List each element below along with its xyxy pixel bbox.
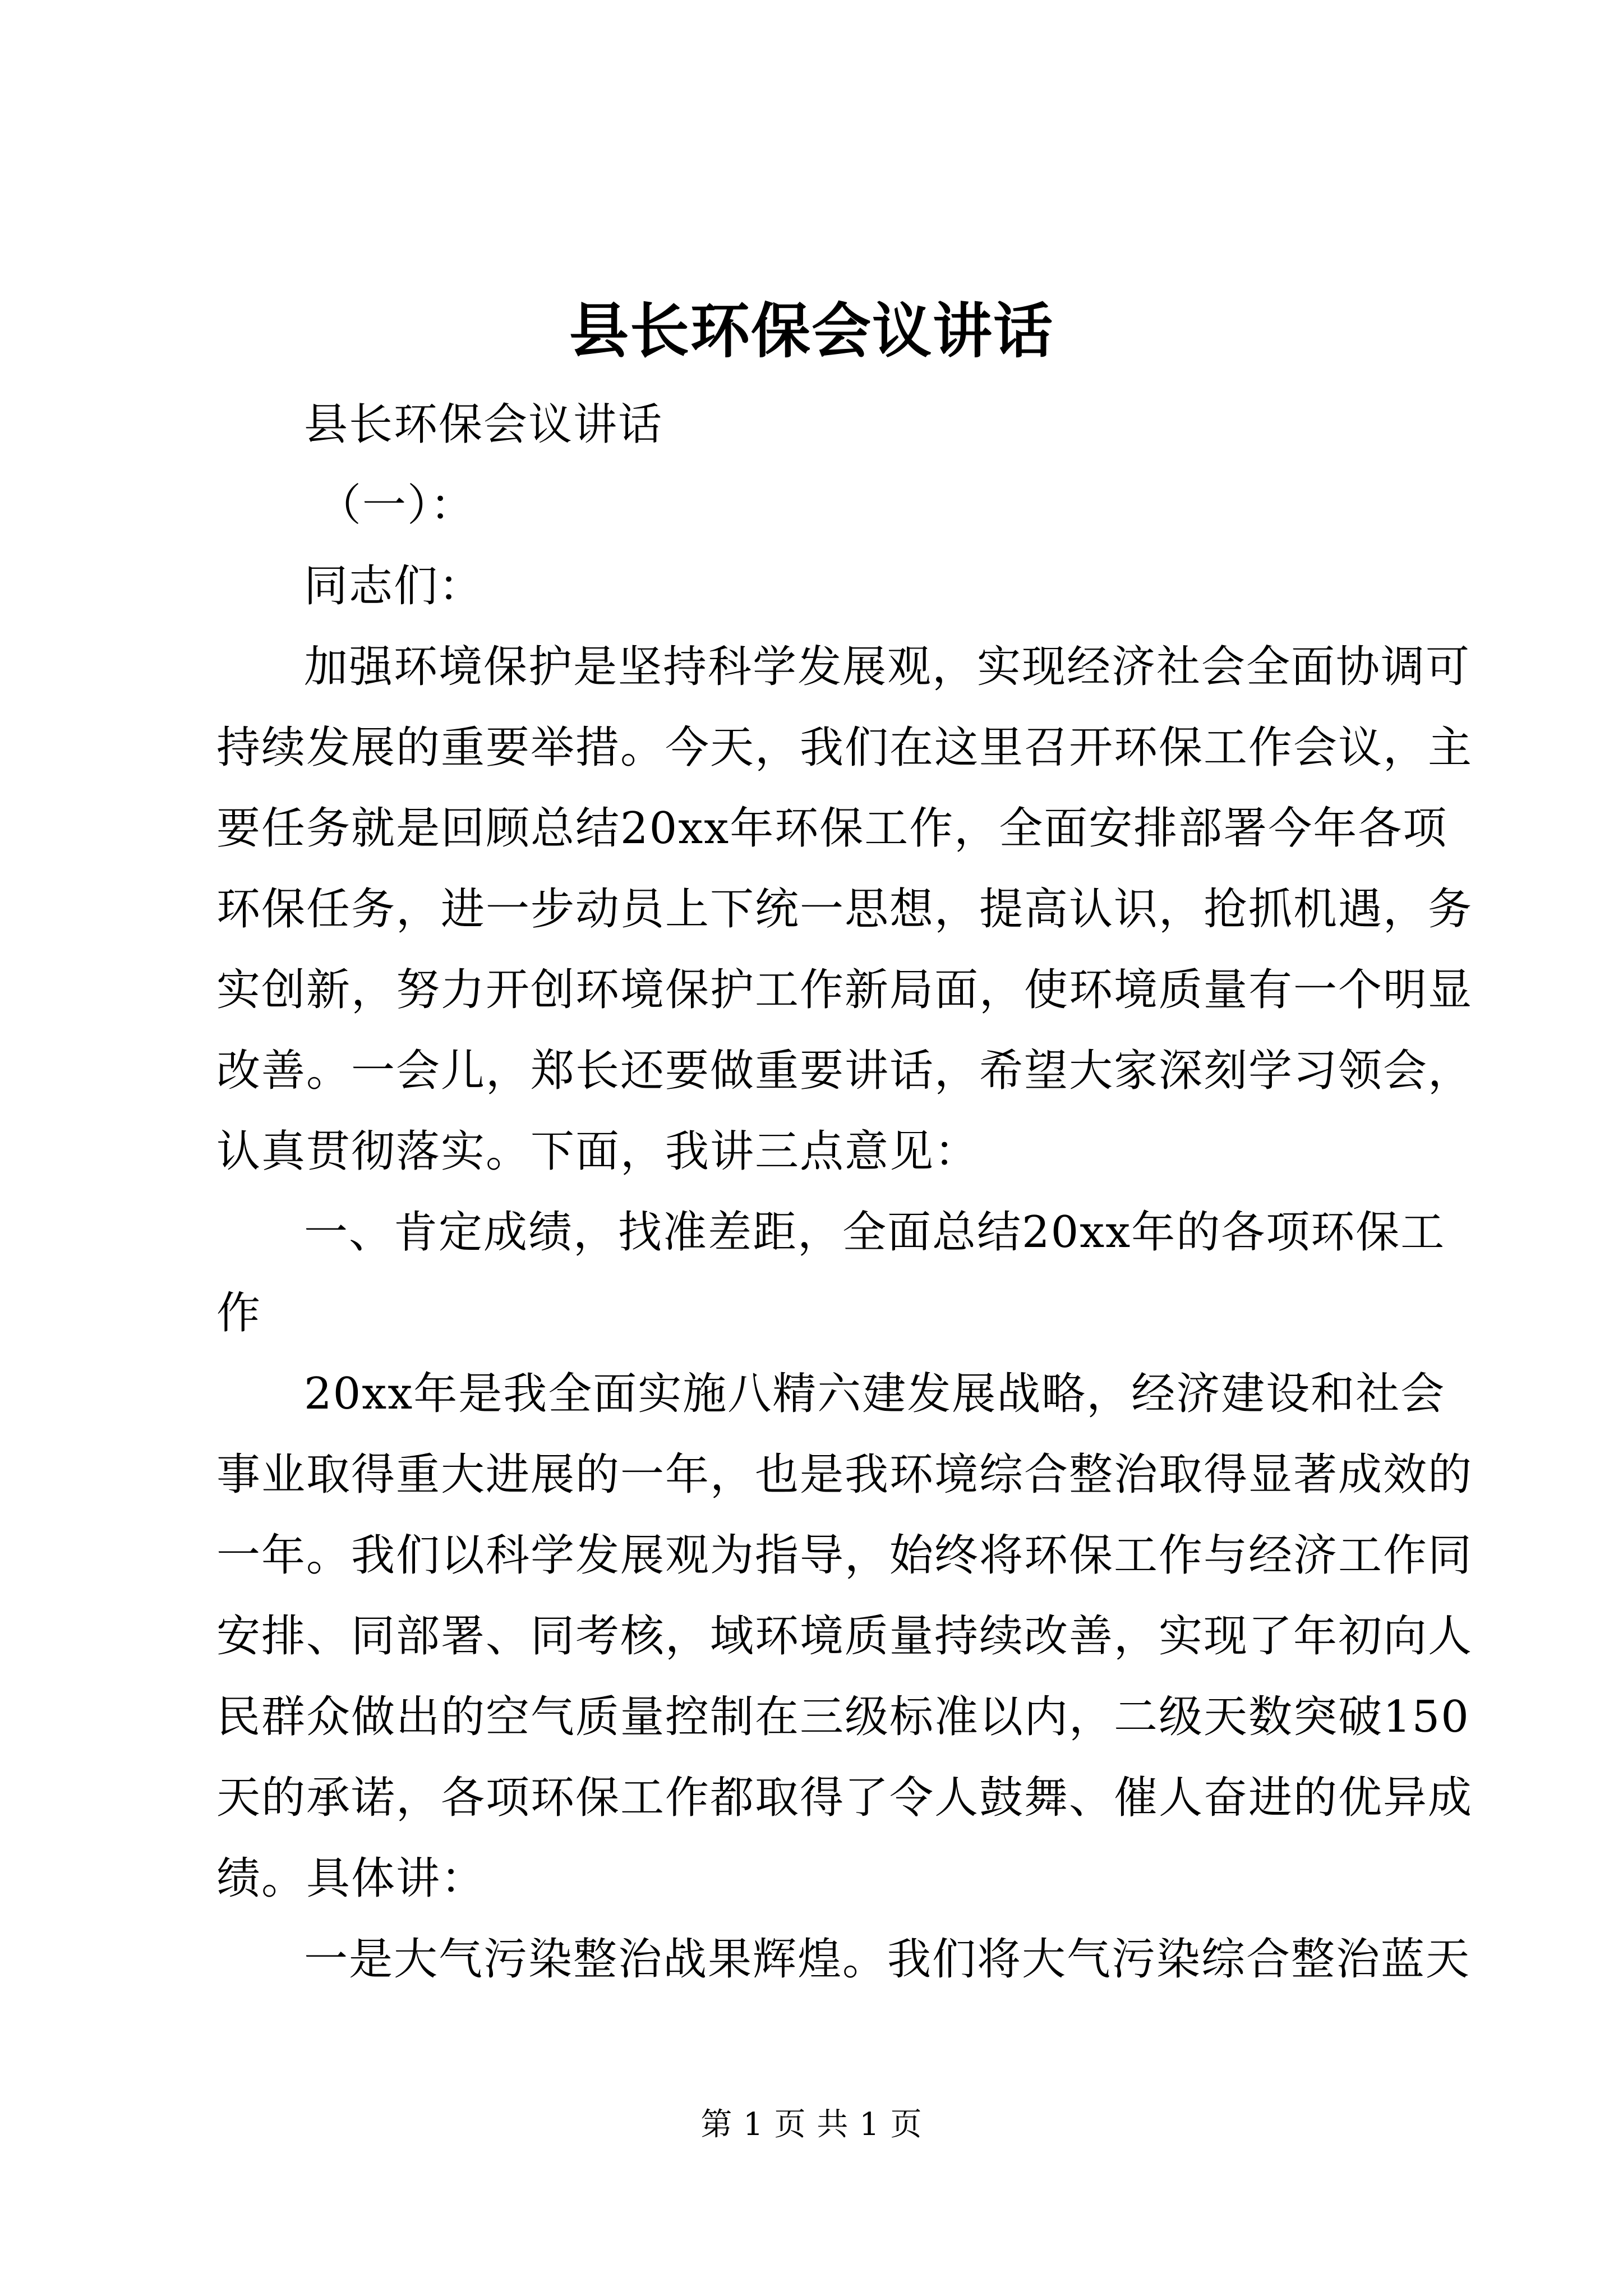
paragraph-line: 认真贯彻落实。下面，我讲三点意见：: [216, 1126, 980, 1177]
paragraph-line: 一是大气污染整治战果辉煌。我们将大气污染综合整治蓝天: [304, 1934, 1471, 1985]
document-body: [216, 384, 1473, 2000]
section-marker-line: （一）：: [317, 480, 476, 531]
heading-line: 作: [216, 1288, 262, 1338]
salutation-line: 同志们：: [304, 561, 484, 611]
paragraph-line: 要任务就是回顾总结20xx年环保工作，全面安排部署今年各项: [216, 803, 1448, 854]
paragraph-line: 环保任务，进一步动员上下统一思想，提高认识，抢抓机遇，务: [216, 884, 1473, 935]
paragraph-line: 安排、同部署、同考核，域环境质量持续改善，实现了年初向人: [216, 1611, 1473, 1662]
document-title: 县长环保会议讲话: [569, 296, 1054, 366]
paragraph-line: 20xx年是我全面实施八精六建发展战略，经济建设和社会: [304, 1369, 1446, 1419]
page-footer: 第 1 页 共 1 页: [700, 2106, 923, 2143]
paragraph-line: 实创新，努力开创环境保护工作新局面，使环境质量有一个明显: [216, 965, 1473, 1015]
paragraph-line: 一年。我们以科学发展观为指导，始终将环保工作与经济工作同: [216, 1530, 1473, 1581]
paragraph-line: 持续发展的重要举措。今天，我们在这里召开环保工作会议，主: [216, 723, 1473, 773]
paragraph-line: 绩。具体讲：: [216, 1853, 486, 1904]
paragraph-line: 加强环境保护是坚持科学发展观，实现经济社会全面协调可: [304, 642, 1471, 692]
subtitle-line: 县长环保会议讲话: [304, 399, 663, 450]
paragraph-line: 改善。一会儿，郑长还要做重要讲话，希望大家深刻学习领会，: [216, 1046, 1473, 1096]
heading-line: 一、肯定成绩，找准差距，全面总结20xx年的各项环保工: [304, 1207, 1446, 1258]
paragraph-line: 天的承诺，各项环保工作都取得了令人鼓舞、催人奋进的优异成: [216, 1773, 1473, 1823]
paragraph-line: 事业取得重大进展的一年，也是我环境综合整治取得显著成效的: [216, 1450, 1473, 1500]
paragraph-line: 民群众做出的空气质量控制在三级标准以内，二级天数突破150: [216, 1692, 1470, 1742]
